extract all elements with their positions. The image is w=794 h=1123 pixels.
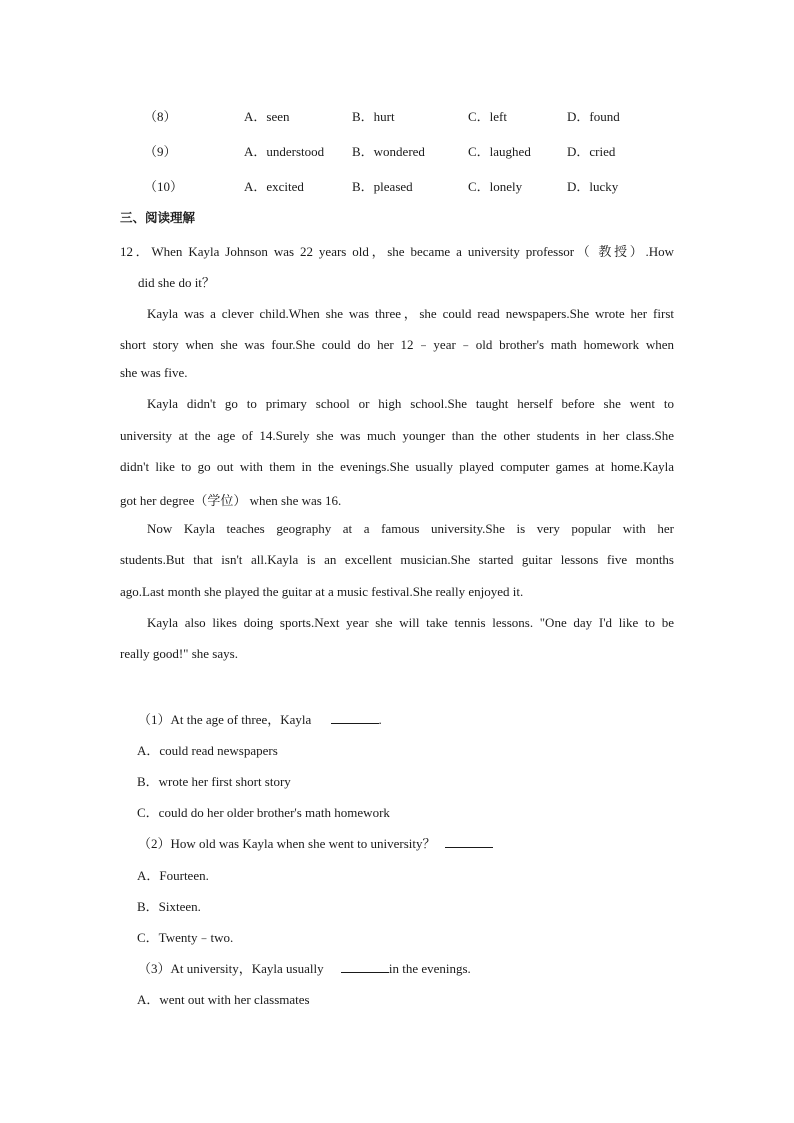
option-d: D．lucky (567, 179, 619, 194)
option-d: D．found (567, 109, 620, 124)
subquestion-1 (138, 709, 382, 728)
subquestion-stem: （1）At the age of three，Kayla (138, 712, 312, 727)
option-a: A．seen (244, 109, 290, 124)
choice-c: C．could do her older brother's math homework (137, 805, 390, 820)
passage-line: students.But that isn't all.Kayla is an excellent musician.She started guitar lessons five months (120, 552, 674, 567)
passage-line: didn't like to go out with them in the evenings.She usually played computer games at home.Kayla (120, 459, 674, 474)
passage-line: ago.Last month she played the guitar at a music festival.She really enjoyed it. (120, 584, 524, 599)
passage-line: she was five. (120, 365, 188, 380)
option-c: C．left (468, 109, 507, 124)
option-b: B．pleased (352, 179, 413, 194)
answer-blank (341, 960, 389, 973)
subquestion-2 (138, 833, 493, 852)
choice-b: B．Sixteen. (137, 899, 201, 914)
subquestion-end: . (378, 712, 382, 727)
option-row-8 (0, 106, 794, 126)
option-c: C．lonely (468, 179, 523, 194)
subquestion-stem: （2）How old was Kayla when she went to university？ (138, 836, 436, 851)
passage-line: got her degree（学位） when she was 16. (120, 493, 342, 508)
option-row-9 (0, 141, 794, 161)
passage-line: Kayla didn't go to primary school or high school.She taught herself before she went to (147, 396, 674, 411)
passage-line: short story when she was four.She could do her 12﹣year﹣old brother's math homework when (120, 337, 674, 352)
answer-blank (331, 711, 379, 724)
option-b: B．wondered (352, 144, 425, 159)
option-a: A．understood (244, 144, 325, 159)
option-d: D．cried (567, 144, 616, 159)
option-b: B．hurt (352, 109, 395, 124)
section-title: 三、阅读理解 (120, 210, 196, 225)
passage-line: Kayla was a clever child.When she was three，she could read newspapers.She wrote her first (147, 306, 674, 321)
option-row-10 (0, 176, 794, 196)
passage-line: really good!" she says. (120, 646, 238, 661)
choice-c: C．Twenty﹣two. (137, 930, 234, 945)
passage-line: Kayla also likes doing sports.Next year she will take tennis lessons. "One day I'd like to be (147, 615, 674, 630)
question-number: （10） (144, 179, 184, 194)
choice-a: A．went out with her classmates (137, 992, 310, 1007)
choice-a: A．Fourteen. (137, 868, 209, 883)
subquestion-end: in the evenings. (388, 961, 471, 976)
question-number: （9） (144, 144, 177, 159)
subquestion-3 (138, 958, 471, 977)
question-stem-line: did she do it？ (138, 275, 215, 290)
question-number: （8） (144, 109, 177, 124)
subquestion-stem: （3）At university，Kayla usually (138, 961, 324, 976)
answer-blank (445, 835, 493, 848)
choice-b: B．wrote her first short story (137, 774, 291, 789)
option-c: C．laughed (468, 144, 531, 159)
question-stem-line: 12．When Kayla Johnson was 22 years old，she became a university professor（ 教授）.How (120, 244, 674, 259)
option-a: A．excited (244, 179, 304, 194)
passage-line: Now Kayla teaches geography at a famous university.She is very popular with her (147, 521, 674, 536)
passage-line: university at the age of 14.Surely she was much younger than the other students in her class.She (120, 428, 674, 443)
choice-a: A．could read newspapers (137, 743, 278, 758)
